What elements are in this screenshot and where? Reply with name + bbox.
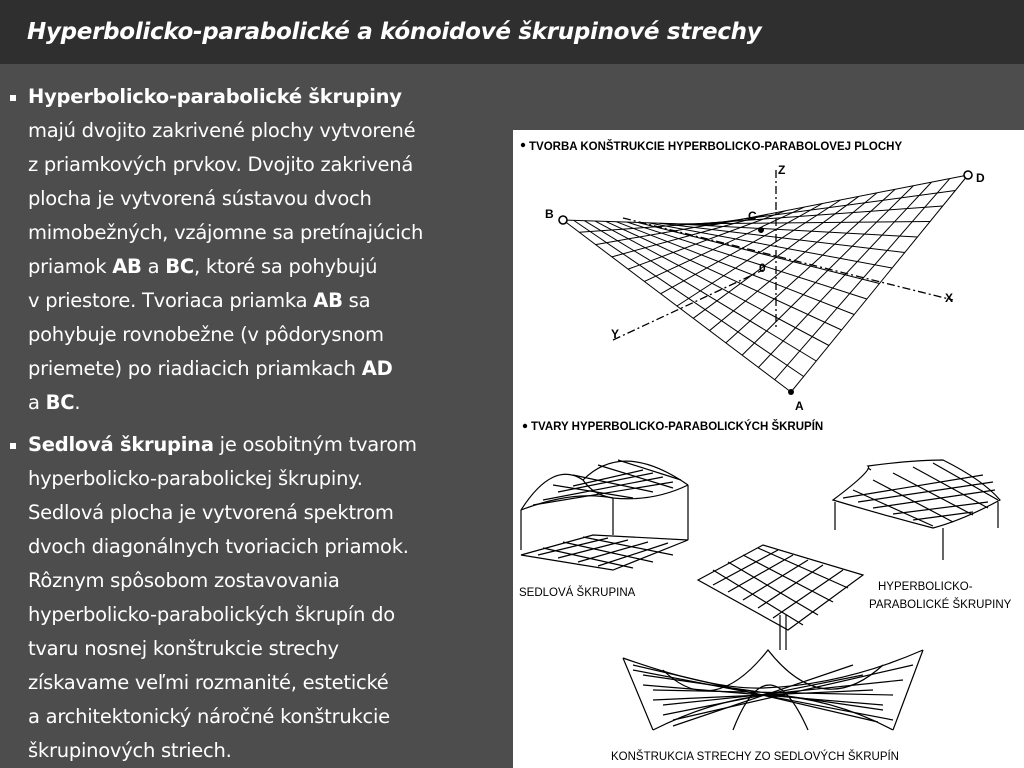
caption-construction: TVORBA KONŠTRUKCIE HYPERBOLICKO-PARABOLOVEJ PLOCHY [529, 141, 903, 153]
text-run: pohybuje rovnobežne (v pôdorysnom [28, 323, 384, 346]
text-run: Sedlová plocha je vytvorená spektrom [28, 501, 394, 524]
bold-term: AD [361, 357, 393, 380]
text-line [28, 80, 510, 114]
surface-ruling [659, 223, 904, 252]
text-run: z priamkových prvkov. Dvojito zakrivená [28, 153, 414, 176]
text-run: a [141, 255, 166, 278]
surface-ruling [742, 186, 913, 355]
text-line [28, 284, 510, 318]
text-run: Rôznym spôsobom zostavovania [28, 569, 340, 592]
text-run: sa [342, 289, 371, 312]
axis-y-label: Y [611, 327, 620, 341]
text-line [28, 216, 510, 250]
text-line [28, 700, 510, 734]
label-saddle-roof: KONŠTRUKCIA STRECHY ZO SEDLOVÝCH ŠKRUPÍN [611, 751, 899, 763]
text-run: dvoch diagonálnych tvoriacich priamok. [28, 535, 409, 558]
text-run: priemete) po riadiacich priamkach [28, 357, 362, 380]
text-line [28, 496, 510, 530]
bold-term: BC [165, 255, 194, 278]
bullet-square-icon [10, 95, 16, 101]
point-a-label: A [795, 399, 804, 413]
saddle-roof-sketch [623, 650, 923, 730]
text-run: škrupinových striech. [28, 739, 232, 762]
caption-shapes: TVARY HYPERBOLICKO-PARABOLICKÝCH ŠKRUPÍN [531, 421, 824, 433]
text-run: . [74, 391, 81, 414]
body-text [10, 80, 510, 768]
text-line [28, 530, 510, 564]
text-run: mimobežných, vzájomne sa pretínajúcich [28, 221, 424, 244]
bullet-text [28, 80, 510, 420]
point-b-label: B [545, 207, 554, 221]
bold-term: Hyperbolicko-parabolické škrupiny [28, 85, 402, 108]
text-run: a [28, 391, 46, 414]
bold-term: AB [112, 255, 142, 278]
axis-x-label: X [945, 291, 954, 305]
text-run: tvaru nosnej konštrukcie strechy [28, 637, 339, 660]
axis-z-label: Z [778, 163, 786, 177]
bullet-hp-shells [10, 80, 510, 420]
bold-term: BC [45, 391, 75, 414]
title-bar [0, 0, 1024, 64]
text-line [28, 428, 510, 462]
point-d-label: D [976, 171, 985, 185]
hp-shells-sketch [833, 460, 1000, 560]
text-run: hyperbolicko-parabolickej škrupiny. [28, 467, 363, 490]
slide-title: Hyperbolicko-parabolické a kónoidové škrupinové strechy [27, 19, 762, 45]
text-line [28, 734, 510, 768]
text-line [28, 666, 510, 700]
hp-shell-drawing [513, 130, 1024, 768]
bold-term: AB [313, 289, 343, 312]
text-line [28, 352, 510, 386]
bullet-text [28, 428, 510, 768]
label-hp-shells-1: HYPERBOLICKO- [878, 581, 973, 593]
label-saddle-shell: SEDLOVÁ ŠKRUPINA [519, 587, 636, 599]
text-run: , ktoré sa pohybujú [193, 255, 378, 278]
text-run: v priestore. Tvoriaca priamka [28, 289, 314, 312]
saddle-shell-sketch [521, 460, 688, 570]
bullet-saddle-shell [10, 428, 510, 768]
text-line [28, 564, 510, 598]
bullet-square-icon [10, 443, 16, 449]
point-c-label: C [748, 209, 757, 223]
text-run: priamok [28, 255, 113, 278]
origin-label: 0 [759, 261, 766, 275]
text-line [28, 182, 510, 216]
text-line [28, 148, 510, 182]
umbrella-shell-sketch [698, 545, 863, 650]
text-line [28, 598, 510, 632]
text-line [28, 632, 510, 666]
label-hp-shells-2: PARABOLICKÉ ŠKRUPINY [869, 599, 1012, 611]
text-run: plocha je vytvorená sústavou dvoch [28, 187, 372, 210]
surface-ruling [758, 182, 931, 367]
text-run: je osobitným tvarom [213, 433, 417, 456]
text-line [28, 318, 510, 352]
text-line [28, 386, 510, 420]
text-run: a architektonický náročné konštrukcie [28, 705, 390, 728]
text-run: hyperbolicko-parabolických škrupín do [28, 603, 395, 626]
text-line [28, 114, 510, 148]
text-run: majú dvojito zakrivené plochy vytvorené [28, 119, 416, 142]
hp-shell-figure [513, 130, 1024, 768]
surface-ruling [710, 193, 877, 331]
text-run: získavame veľmi rozmanité, estetické [28, 671, 389, 694]
bold-term: Sedlová škrupina [28, 433, 214, 456]
text-line [28, 250, 510, 284]
text-line [28, 462, 510, 496]
